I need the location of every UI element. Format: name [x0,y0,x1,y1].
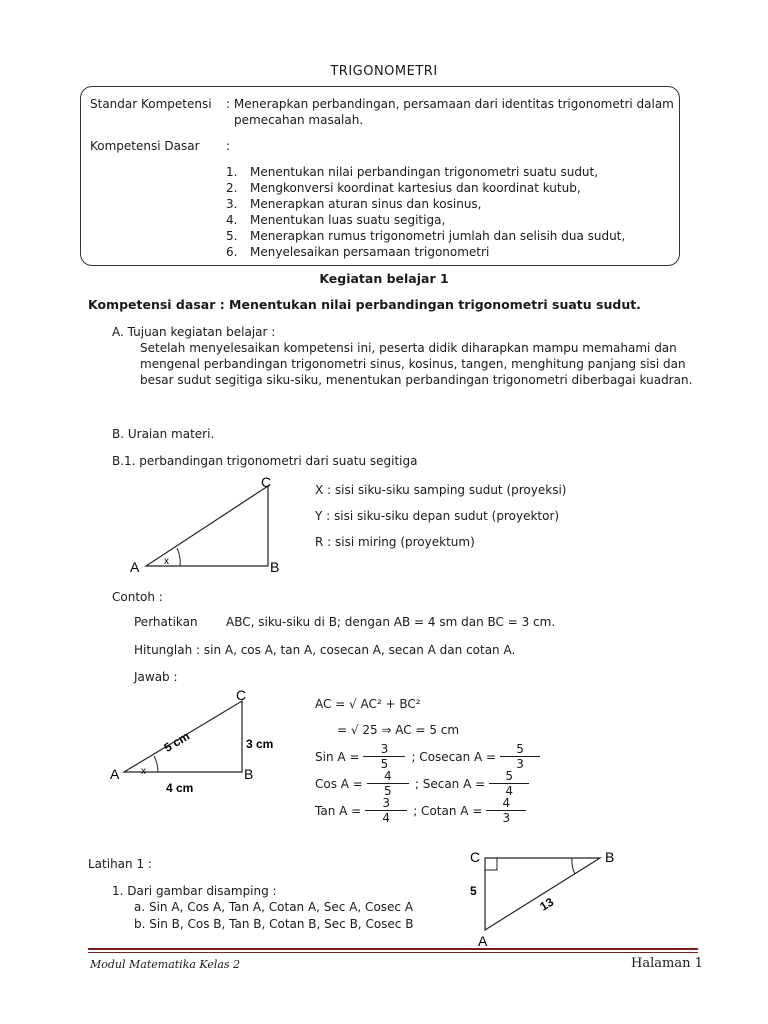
base-side-label: 4 cm [166,781,194,795]
latihan-item-a: a. Sin A, Cos A, Tan A, Cotan A, Sec A, Cosec A [134,900,414,914]
kompetensi-label: Kompetensi Dasar [90,139,200,153]
definition-x: X : sisi siku-siku samping sudut (proyeksi) [315,483,567,497]
hypotenuse-label: 5 cm [161,728,193,755]
latihan-item-b: b. Sin B, Cos B, Tan B, Cotan B, Sec B, Cosec B [134,917,414,931]
page-number: Halaman 1 [631,956,703,971]
page-title: TRIGONOMETRI [330,64,438,79]
perhatikan-label: Perhatikan [134,615,198,629]
vertex-a-label: A [478,933,488,948]
standar-text-1: : Menerapkan perbandingan, persamaan dari identitas trigonometri dalam [226,97,674,111]
standar-text-2: pemecahan masalah. [234,113,364,127]
vertex-b-label: B [605,849,615,865]
vertex-c-label: C [236,687,247,703]
definition-r: R : sisi miring (proyektum) [315,535,475,549]
solution-line-2: = √ 25 ⇒ AC = 5 cm [337,723,460,737]
b1-heading: B.1. perbandingan trigonometri dari suatu segitiga [112,454,418,468]
footer-module-title: Modul Matematika Kelas 2 [90,958,241,971]
vertex-b-label: B [270,559,280,575]
vertex-c-label: C [470,849,481,865]
definition-y: Y : sisi siku-siku depan sudut (proyektor) [315,509,560,523]
triangle-figure-2 [106,684,296,796]
hitunglah-text: Hitunglah : sin A, cos A, tan A, cosecan A, secan A dan cotan A. [134,643,516,657]
tujuan-line-3: besar sudut segitiga siku-siku, menentukan perbandingan trigonometri diberbagai kuadran. [140,373,693,387]
kompetensi-colon: : [226,139,231,153]
contoh-label: Contoh : [112,590,163,604]
vertex-a-label: A [110,766,120,782]
triangle-figure-1 [120,470,300,580]
angle-x-label: x [164,556,169,567]
kd-heading: Kompetensi dasar : Menentukan nilai perbandingan trigonometri suatu sudut. [88,297,641,312]
side-cb-label: 5 [470,884,477,898]
jawab-label: Jawab : [134,670,178,684]
list-item: 3. Menerapkan aturan sinus dan kosinus, [226,197,482,211]
standar-label: Standar Kompetensi [90,97,212,111]
cos-sec-row: Cos A = $\frac{4}{5}$ ; Secan A = $\frac{5}{4}$ [315,769,529,798]
footer-rule-thin [88,952,698,953]
list-item: 5. Menerapkan rumus trigonometri jumlah dan selisih dua sudut, [226,229,626,243]
list-item: 1. Menentukan nilai perbandingan trigonometri suatu sudut, [226,165,599,179]
kompetensi-list [226,164,625,260]
triangle-figure-3 [462,842,632,948]
angle-x-label: x [141,766,146,777]
list-item: 2. Mengkonversi koordinat kartesius dan koordinat kutub, [226,181,581,195]
sin-cosec-row: Sin A = $\frac{3}{5}$ ; Cosecan A = $\frac{5}{3}$ [315,742,540,771]
list-item: 4. Menentukan luas suatu segitiga, [226,213,446,227]
latihan-label: Latihan 1 : [88,857,152,871]
vertical-side-label: 3 cm [246,737,274,751]
vertex-c-label: C [261,474,272,490]
perhatikan-text: ABC, siku-siku di B; dengan AB = 4 sm dan BC = 3 cm. [226,615,556,629]
tan-cotan-row: Tan A = $\frac{3}{4}$ ; Cotan A = $\frac{4}{3}$ [315,796,526,825]
kegiatan-heading: Kegiatan belajar 1 [319,271,449,286]
tujuan-line-1: Setelah menyelesaikan kompetensi ini, peserta didik diharapkan mampu memahami dan [140,341,677,355]
latihan-question-1: 1. Dari gambar disamping : [112,884,277,898]
vertex-a-label: A [130,559,140,575]
solution-line-1: AC = √ AC² + BC² [315,697,421,711]
list-item: 6. Menyelesaikan persamaan trigonometri [226,245,490,259]
tujuan-line-2: mengenal perbandingan trigonometri sinus, kosinus, tangen, menghitung panjang sisi dan [140,357,686,371]
hypotenuse-label: 13 [537,894,557,914]
footer-rule [88,948,698,950]
tujuan-label: A. Tujuan kegiatan belajar : [112,325,276,339]
vertex-b-label: B [244,766,254,782]
uraian-heading: B. Uraian materi. [112,427,215,441]
